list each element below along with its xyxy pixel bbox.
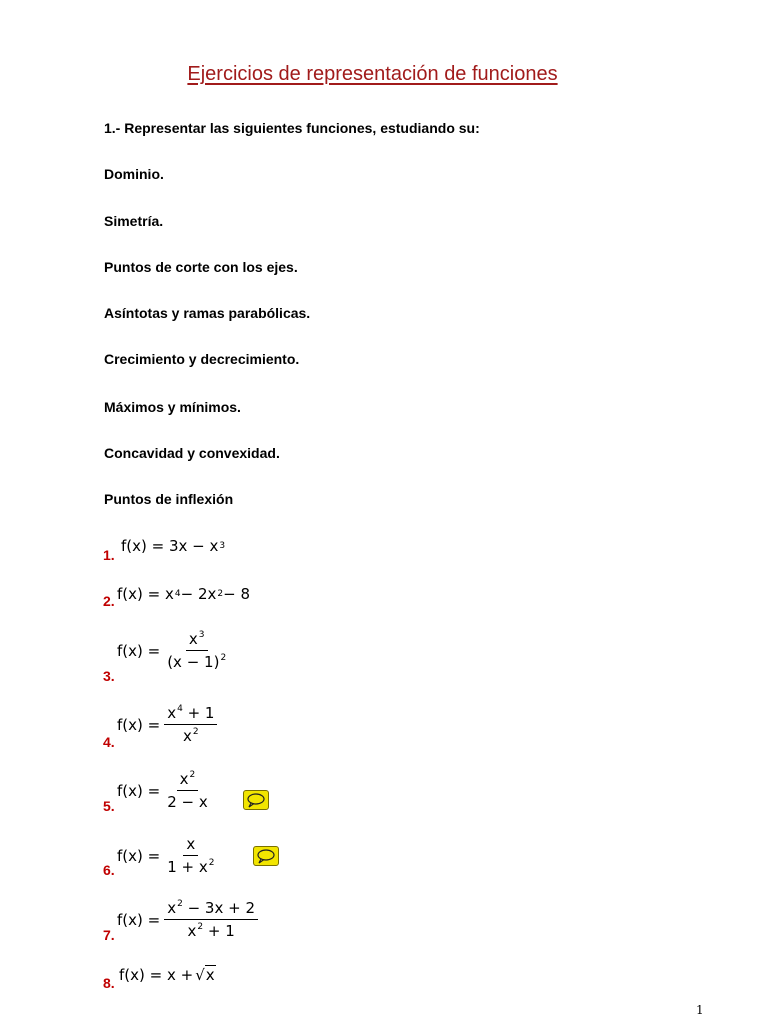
formula-lhs: f(x) = (117, 781, 161, 800)
comment-icon[interactable] (253, 846, 279, 866)
numerator: $x^4 + 1$ (164, 704, 217, 725)
formula-lhs: f(x) = (117, 641, 161, 660)
formula-term: x (164, 585, 174, 603)
numerator: $x^2$ (177, 770, 199, 791)
fraction (164, 770, 211, 811)
formula-term: x + (166, 965, 194, 984)
fraction (164, 899, 258, 940)
list-item: Asíntotas y ramas parabólicas. (104, 305, 311, 321)
sqrt-radicand: x (205, 966, 215, 984)
formula-8 (119, 965, 216, 984)
formula-6 (117, 835, 217, 876)
denominator: $x^2 + 1$ (187, 922, 235, 940)
formula-term: 3x − x (168, 537, 219, 555)
denominator: $1 + x^2$ (167, 858, 215, 876)
formula-7 (117, 899, 258, 940)
formula-term: − 8 (223, 585, 250, 603)
exercise-number: 6. (103, 862, 115, 878)
denominator: $(x - 1)^2$ (167, 653, 227, 671)
formula-2 (117, 585, 250, 603)
formula-5 (117, 770, 211, 811)
numerator: $x^3$ (186, 630, 208, 651)
formula-term: − 2x (180, 585, 217, 603)
fraction (164, 630, 229, 671)
comment-icon[interactable] (243, 790, 269, 810)
formula-1 (121, 537, 225, 555)
denominator: 2 − x (167, 793, 208, 811)
list-item: Crecimiento y decrecimiento. (104, 351, 300, 367)
formula-3 (117, 630, 229, 671)
denominator: $x^2$ (183, 727, 199, 745)
list-item: Concavidad y convexidad. (104, 445, 280, 461)
exercise-number: 7. (103, 927, 115, 943)
formula-4 (117, 704, 217, 745)
formula-lhs: f(x) = (119, 965, 163, 984)
formula-exponent: 2 (217, 589, 224, 599)
page-title: Ejercicios de representación de funciones (187, 63, 558, 85)
exercise-number: 2. (103, 593, 115, 609)
numerator: x (183, 835, 198, 856)
formula-lhs: f(x) = (117, 585, 161, 603)
formula-exponent: 4 (174, 589, 181, 599)
list-item: Máximos y mínimos. (104, 399, 241, 415)
fraction (164, 835, 217, 876)
formula-lhs: f(x) = (121, 537, 165, 555)
exercise-number: 5. (103, 798, 115, 814)
formula-lhs: f(x) = (117, 715, 161, 734)
exercise-number: 3. (103, 668, 115, 684)
list-item: Puntos de inflexión (104, 491, 234, 507)
list-item: Puntos de corte con los ejes. (104, 259, 298, 275)
sqrt-sign-icon: √ (195, 965, 205, 984)
intro-text: 1.- Representar las siguientes funciones, estudiando su: (104, 120, 480, 136)
exercise-number: 4. (103, 734, 115, 750)
exercise-number: 1. (103, 547, 115, 563)
page-number: 1 (696, 1003, 704, 1017)
list-item: Dominio. (104, 166, 164, 182)
formula-lhs: f(x) = (117, 846, 161, 865)
exercise-number: 8. (103, 975, 115, 991)
formula-lhs: f(x) = (117, 910, 161, 929)
list-item: Simetría. (104, 213, 164, 229)
numerator: $x^2 - 3x + 2$ (164, 899, 258, 920)
formula-exponent: 3 (219, 541, 226, 551)
fraction (164, 704, 217, 745)
